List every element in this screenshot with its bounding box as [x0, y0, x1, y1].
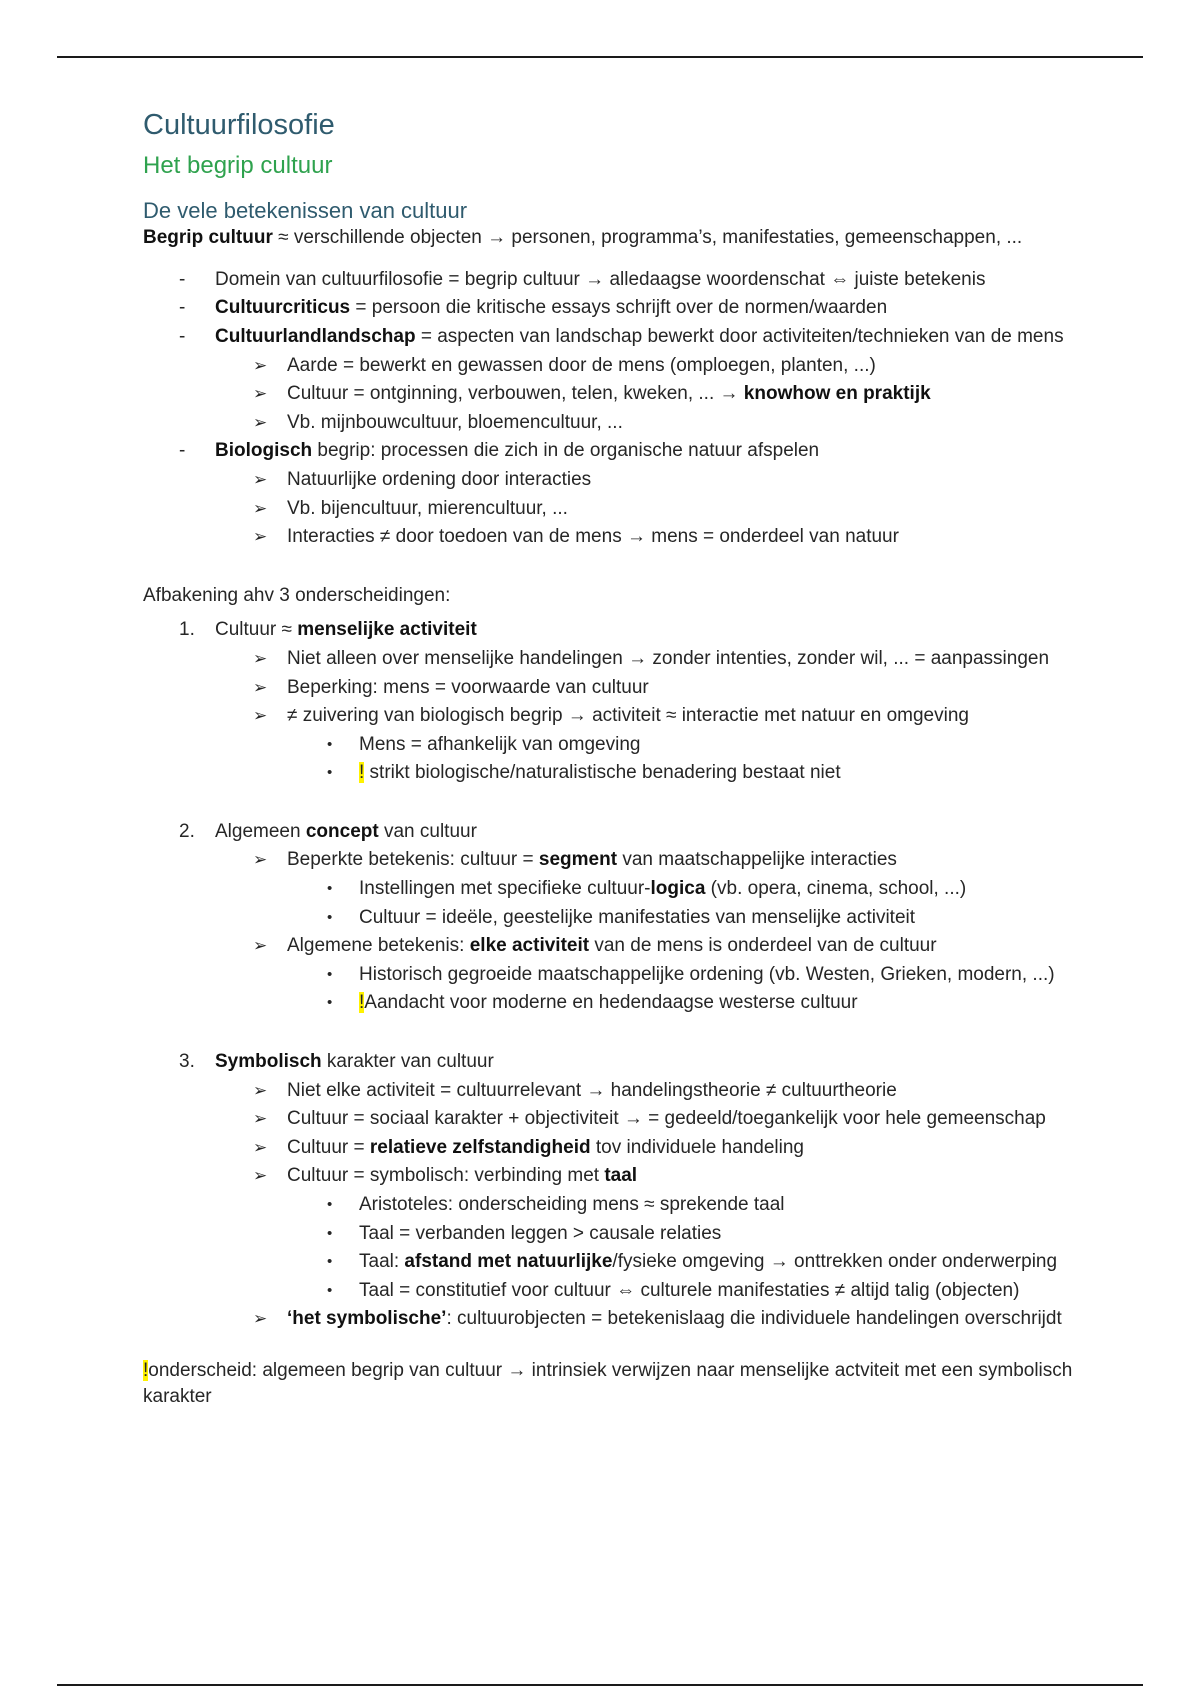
heading-begrip-cultuur: Het begrip cultuur — [143, 151, 333, 179]
bullet-icon: • — [327, 1196, 333, 1213]
alert-highlight: ! — [143, 1359, 149, 1381]
list-item: ➢ Algemene betekenis: elke activiteit van de mens is onderdeel van de cultuur — [143, 932, 1143, 961]
arrow-bullet-icon: ➢ — [253, 384, 268, 404]
list-item: • Historisch gegroeide maatschappelijke ordening (vb. Westen, Grieken, modern, ...) — [143, 961, 1143, 990]
list-item: ➢ Natuurlijke ordening door interacties — [143, 466, 1143, 495]
afbakening-label: Afbakening ahv 3 onderscheidingen: — [143, 584, 451, 606]
numbered-section-2 — [143, 818, 1143, 1018]
list-item: • !Aandacht voor moderne en hedendaagse westerse cultuur — [143, 989, 1143, 1018]
document-page — [143, 108, 1143, 1410]
arrow-bullet-icon: ➢ — [253, 1166, 268, 1186]
arrow-bullet-icon: ➢ — [253, 850, 268, 870]
dash-marker: - — [179, 440, 186, 462]
alert-highlight: ! — [359, 762, 365, 784]
list-item: ➢ ‘het symbolische’: cultuurobjecten = betekenislaag die individuele handelingen overschrijdt — [143, 1305, 1143, 1334]
list-item: • Mens = afhankelijk van omgeving — [143, 731, 1143, 760]
bullet-icon: • — [327, 1224, 333, 1242]
list-item: - Biologisch begrip: processen die zich in de organische natuur afspelen — [143, 437, 1143, 466]
numbered-section-1 — [143, 616, 1143, 788]
list-item: ➢ Niet elke activiteit = cultuurrelevant → handelingstheorie ≠ cultuurtheorie — [143, 1077, 1143, 1106]
list-item: ➢ Vb. bijencultuur, mierencultuur, ... — [143, 495, 1143, 524]
arrow-bullet-icon: ➢ — [253, 1137, 268, 1157]
intro-rest: ≈ verschillende objecten → personen, programma’s, manifestaties, gemeenschappen, ... — [272, 226, 1023, 248]
number-marker: 1. — [179, 619, 195, 641]
bullet-icon: • — [327, 1253, 333, 1271]
bullet-icon: • — [327, 764, 333, 782]
bullet-icon: • — [327, 880, 333, 898]
bullet-icon: • — [327, 735, 333, 753]
arrow-bullet-icon: ➢ — [253, 355, 268, 375]
arrow-bullet-icon: ➢ — [253, 1309, 268, 1329]
list-item: • Taal = constitutief voor cultuur ⇔ culturele manifestaties ≠ altijd talig (objecten) — [143, 1277, 1143, 1306]
final-note-text: onderscheid: algemeen begrip van cultuur → intrinsiek verwijzen naar menselijke actviteit met een symbolisch karakter — [143, 1359, 1073, 1407]
arrow-bullet-icon: ➢ — [253, 412, 268, 432]
list-item: ➢ Cultuur = ontginning, verbouwen, telen, kweken, ... → knowhow en praktijk — [143, 380, 1143, 409]
list-item: ➢ Aarde = bewerkt en gewassen door de mens (omploegen, planten, ...) — [143, 352, 1143, 381]
list-item: 1. Cultuur ≈ menselijke activiteit — [143, 616, 1143, 645]
final-note — [143, 1358, 1103, 1410]
list-item: ➢ Niet alleen over menselijke handelingen → zonder intenties, zonder wil, ... = aanpassingen — [143, 645, 1143, 674]
definitions-list — [143, 266, 1143, 552]
dash-marker: - — [179, 268, 186, 290]
list-item: ➢ Cultuur = relatieve zelfstandigheid tov individuele handeling — [143, 1134, 1143, 1163]
list-item: - Cultuurcriticus = persoon die kritische essays schrijft over de normen/waarden — [143, 294, 1143, 323]
arrow-bullet-icon: ➢ — [253, 936, 268, 956]
bottom-rule — [57, 1684, 1143, 1686]
document-title: Cultuurfilosofie — [143, 109, 335, 141]
bullet-icon: • — [327, 1281, 333, 1299]
number-marker: 2. — [179, 820, 195, 842]
list-item: 3. Symbolisch karakter van cultuur — [143, 1048, 1143, 1077]
arrow-bullet-icon: ➢ — [253, 648, 268, 668]
arrow-bullet-icon: ➢ — [253, 706, 268, 726]
list-item: ➢ Cultuur = sociaal karakter + objectiviteit → = gedeeld/toegankelijk voor hele gemeenschap — [143, 1105, 1143, 1134]
list-item: • Taal = verbanden leggen > causale relaties — [143, 1220, 1143, 1249]
list-item: • Aristoteles: onderscheiding mens ≈ sprekende taal — [143, 1191, 1143, 1220]
dash-marker: - — [179, 297, 186, 319]
top-rule — [57, 56, 1143, 58]
list-item: ➢ Beperking: mens = voorwaarde van cultuur — [143, 674, 1143, 703]
numbered-section-3 — [143, 1048, 1143, 1334]
bullet-icon: • — [327, 965, 333, 983]
arrow-bullet-icon: ➢ — [253, 677, 268, 697]
list-item: • ! strikt biologische/naturalistische benadering bestaat niet — [143, 759, 1143, 788]
list-item: - Cultuurlandlandschap = aspecten van landschap bewerkt door activiteiten/technieken van de mens — [143, 323, 1143, 352]
list-item: ➢ ≠ zuivering van biologisch begrip → activiteit ≈ interactie met natuur en omgeving — [143, 702, 1143, 731]
arrow-bullet-icon: ➢ — [253, 469, 268, 489]
arrow-bullet-icon: ➢ — [253, 1080, 268, 1100]
dash-marker: - — [179, 325, 186, 347]
list-item: ➢ Interacties ≠ door toedoen van de mens → mens = onderdeel van natuur — [143, 523, 1143, 552]
arrow-bullet-icon: ➢ — [253, 527, 268, 547]
arrow-bullet-icon: ➢ — [253, 498, 268, 518]
list-item: - Domein van cultuurfilosofie = begrip cultuur → alledaagse woordenschat ⇔ juiste betekenis — [143, 266, 1143, 295]
list-item: 2. Algemeen concept van cultuur — [143, 818, 1143, 847]
bullet-icon: • — [327, 994, 333, 1012]
list-item: ➢ Cultuur = symbolisch: verbinding met taal — [143, 1162, 1143, 1191]
list-item: ➢ Beperkte betekenis: cultuur = segment van maatschappelijke interacties — [143, 846, 1143, 875]
list-item: • Cultuur = ideële, geestelijke manifestaties van menselijke activiteit — [143, 904, 1143, 933]
bullet-icon: • — [327, 908, 333, 926]
intro-term: Begrip cultuur — [143, 226, 273, 248]
arrow-bullet-icon: ➢ — [253, 1109, 268, 1129]
intro-line — [143, 227, 1143, 250]
number-marker: 3. — [179, 1051, 195, 1073]
alert-highlight: ! — [359, 992, 365, 1014]
list-item: ➢ Vb. mijnbouwcultuur, bloemencultuur, ... — [143, 409, 1143, 438]
list-item: • Instellingen met specifieke cultuur-logica (vb. opera, cinema, school, ...) — [143, 875, 1143, 904]
subheading-betekenissen: De vele betekenissen van cultuur — [143, 197, 468, 223]
list-item: • Taal: afstand met natuurlijke/fysieke omgeving → onttrekken onder onderwerping — [143, 1248, 1143, 1277]
